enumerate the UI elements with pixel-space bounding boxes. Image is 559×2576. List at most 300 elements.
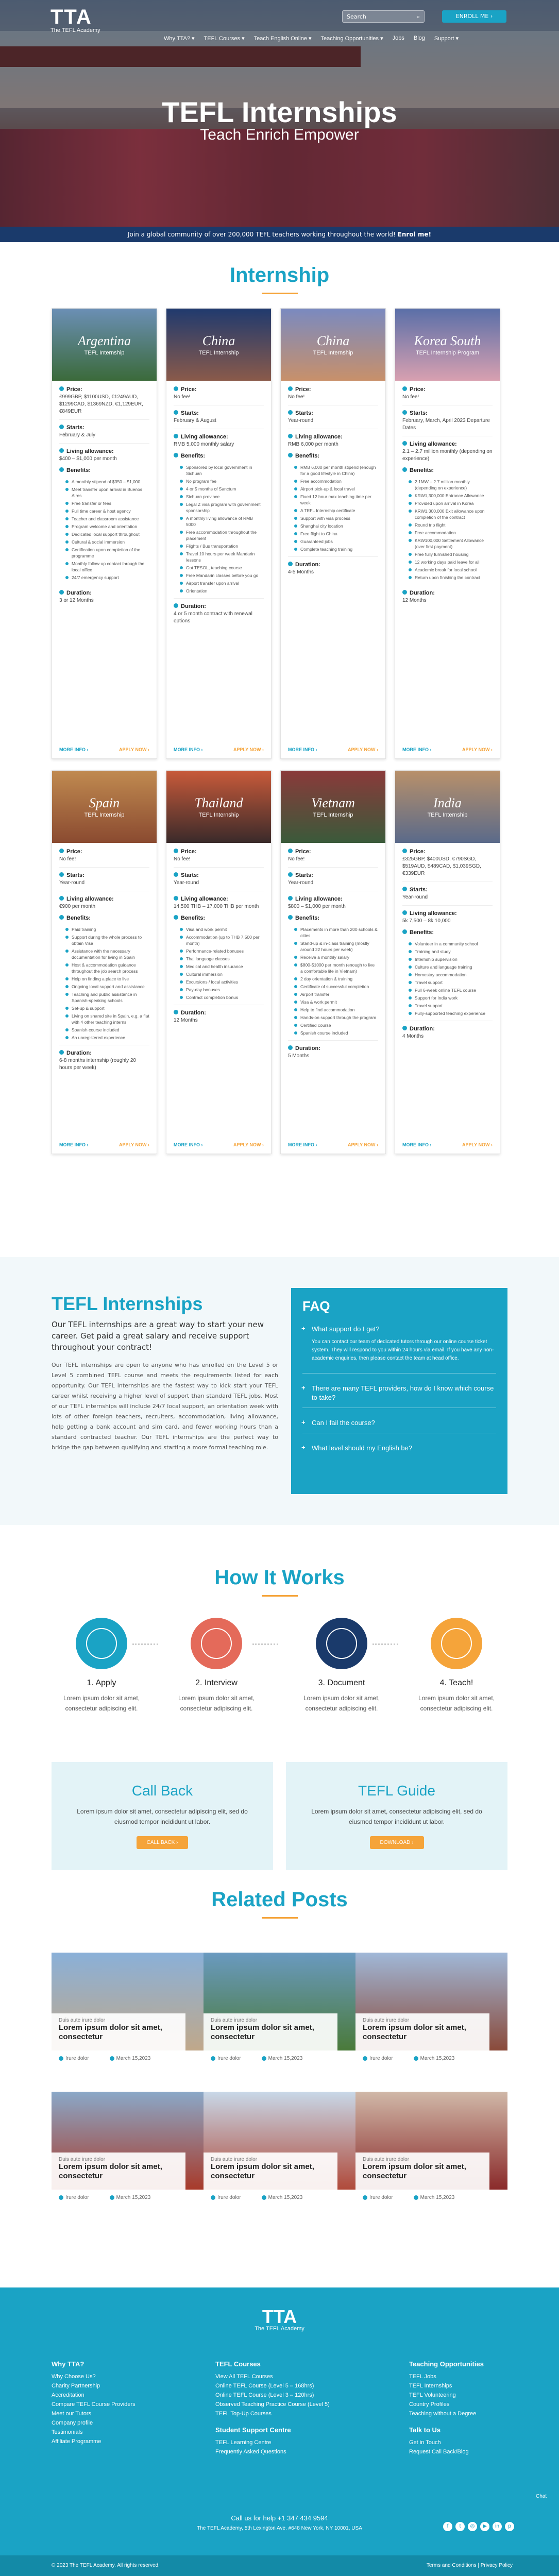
more-info-link[interactable]: MORE INFO › [288,747,317,752]
post-title[interactable]: Lorem ipsum dolor sit amet, consectetur [211,2162,314,2180]
allowance-icon [59,896,64,901]
benefits: Benefits: [174,452,264,460]
calendar-icon [110,2056,114,2061]
benefit-item: 4 or 5 months of Sanctum [180,486,264,492]
faq-answer: You can contact our team of dedicated tutors through our online course ticket system. They will respond to you within 24 hours via email. If you have any non-academic enquiries, then please contact the team at head office. [312,1339,494,1361]
post-card[interactable] [204,1953,355,2050]
benefit-item: Support with visa process [294,515,378,521]
footer-bottom: © 2023 The TEFL Academy. All rights reserved. Terms and Conditions | Privacy Policy [0,2555,559,2576]
faq-question[interactable]: + What level should my English be? [291,1438,507,1453]
benefit-item: Accommodation (up to THB 7,500 per month) [180,934,264,946]
benefits-icon [59,915,64,920]
card-body [281,381,385,585]
benefit-item: Spanish course included [65,1027,149,1033]
post-author: Irure dolor [65,2056,89,2061]
benefit-item: Round trip flight [409,522,493,528]
benefit-item: Dedicated local support throughout [65,531,149,537]
post-card[interactable] [355,1953,507,2050]
internship-card [280,308,386,759]
post-card[interactable] [52,1953,204,2050]
main-nav [164,35,459,45]
post-meta [363,2195,454,2200]
internship-card [166,308,272,759]
duration: Duration: 12 Months [402,590,435,603]
post-category: Duis aute irure dolor [59,2157,106,2162]
post-category: Duis aute irure dolor [59,2018,106,2023]
internship-card [166,770,272,1154]
price: Price: No fee! [402,386,426,400]
benefit-item: Living on shared site in Spain, e.g. a flat with 4 other teaching interns [65,1013,149,1025]
duration: Duration: 3 or 12 Months [59,590,94,603]
title-underline [262,1595,298,1597]
footer-legal-links[interactable]: Terms and Conditions | Privacy Policy [426,2563,513,2568]
apply-now-link[interactable]: APPLY NOW › [233,747,264,752]
footer-link[interactable]: TEFL Jobs [409,2374,436,2380]
card-image [52,309,157,381]
footer-col [215,2360,330,2456]
duration-icon [59,1050,64,1055]
footer-link[interactable]: Affiliate Programme [52,2438,101,2445]
internship-title: Internship [229,264,330,286]
card-buttons [281,1138,385,1154]
starts-icon [174,410,178,415]
duration: Duration: 4-5 Months [288,562,320,575]
allowance-icon [174,896,178,901]
duration: Duration: 5 Months [288,1045,320,1059]
price-icon [402,386,407,391]
post-date: March 15,2023 [268,2056,303,2061]
card-image [395,309,500,381]
benefits-icon [288,453,293,457]
callback-button[interactable]: CALL BACK › [137,1836,189,1849]
post-title[interactable]: Lorem ipsum dolor sit amet, consectetur [363,2162,466,2180]
benefit-item: Free flight to China [294,531,378,537]
post-caption [52,2153,185,2190]
starts-icon [402,410,407,415]
social-links [443,2522,514,2531]
footer-link[interactable]: Charity Partnership [52,2383,100,2389]
apply-now-link[interactable]: APPLY NOW › [347,1142,378,1147]
tefl-lead: Our TEFL internships are a great way to start your new career. Get paid a great salary and receive support throughout your contract! [52,1320,264,1352]
benefits: Benefits: [288,914,378,922]
benefits: Benefits: [288,452,378,460]
footer [0,2287,559,2576]
linkedin-icon[interactable]: in [493,2522,502,2531]
benefit-item: Volunteer in a community school [409,941,493,947]
user-icon [211,2056,215,2061]
card-body [395,843,500,1049]
benefit-item: Free accommodation [294,478,378,484]
allowance-icon [288,896,293,901]
facebook-icon[interactable]: f [443,2522,452,2531]
allowance-icon [174,434,178,438]
benefit-item: Free accommodation throughout the placement [180,529,264,541]
post-title[interactable]: Lorem ipsum dolor sit amet, consectetur [59,2162,162,2180]
benefit-item: KRW1,300,000 Exit allowance upon completion of the contract [409,508,493,520]
price-icon [288,386,293,391]
benefit-item: Culture and language training [409,964,493,970]
starts-icon [59,425,64,429]
benefit-item: A monthly stipend of $350 – $1,000 [65,479,149,485]
footer-link[interactable]: Frequently Asked Questions [215,2449,286,2455]
card-image [281,309,385,381]
apply-now-link[interactable]: APPLY NOW › [118,747,149,752]
more-info-link[interactable]: MORE INFO › [59,747,89,752]
card-country: China [316,333,350,348]
card-body [166,381,271,634]
more-info-link[interactable]: MORE INFO › [59,1142,89,1147]
download-button[interactable]: DOWNLOAD › [370,1836,424,1849]
footer-link[interactable]: Online TEFL Course (Level 3 – 120hrs) [215,2392,314,2398]
apply-now-link[interactable]: APPLY NOW › [118,1142,149,1147]
benefits: Benefits: [402,929,493,937]
price-icon [402,849,407,853]
benefit-item: An unregistered experience [65,1035,149,1041]
post-author: Irure dolor [65,2195,89,2200]
apply-now-link[interactable]: APPLY NOW › [462,1142,493,1147]
benefit-item: Provided upon arrival in Korea [409,500,493,506]
footer-link[interactable]: Accreditation [52,2392,84,2398]
benefit-item: Certification upon completion of the programme [65,547,149,559]
logo[interactable]: TTA The TEFL Academy [50,6,100,33]
benefit-item: KRW100,000 Settlement Allowance (over first payment) [409,537,493,550]
card-image [166,771,271,843]
card-buttons [52,743,157,758]
internship-card [395,770,500,1154]
benefit-item: Flights / Bus transportation [180,543,264,549]
footer-link[interactable]: TEFL Top-Up Courses [215,2411,272,2417]
price-icon [59,849,64,853]
footer-col [52,2360,135,2446]
benefit-item: Cultural immersion [180,971,264,977]
post-meta [59,2195,150,2200]
benefit-item: Support for India work [409,995,493,1001]
duration-icon [288,1045,293,1050]
post-card[interactable] [52,2092,204,2190]
card-buttons [395,1138,500,1154]
benefit-item: Teacher and classroom assistance [65,516,149,522]
footer-heading: TEFL Courses [215,2360,261,2368]
price: Price: No fee! [174,386,197,400]
footer-link[interactable]: Testimonials [52,2429,83,2435]
card-buttons [281,743,385,758]
post-meta [363,2056,454,2061]
footer-link[interactable]: TEFL Learning Centre [215,2439,272,2446]
footer-logo[interactable]: TTA The TEFL Academy [255,2306,304,2332]
user-icon [363,2195,367,2200]
starts: Starts: Year-round [288,872,314,886]
benefit-item: Free fully furnished housing [409,551,493,557]
price-icon [59,386,64,391]
starts: Starts: February, March, April 2023 Departure Dates [402,410,490,431]
benefits: Benefits: [402,467,493,474]
post-date: March 15,2023 [420,2195,455,2200]
starts-icon [288,872,293,877]
enrol-link[interactable]: Enrol me! [397,231,431,238]
duration: Duration: 6-8 months internship (roughly 20 hours per week) [59,1050,136,1071]
user-icon [59,2195,63,2200]
nav-item[interactable]: Blog [413,35,425,41]
post-title[interactable]: Lorem ipsum dolor sit amet, consectetur [211,2023,314,2041]
instagram-icon[interactable]: ◎ [468,2522,477,2531]
benefit-item: Paid training [65,926,149,933]
duration: Duration: 12 Months [174,1010,206,1023]
guide-box: TEFL Guide Lorem ipsum dolor sit amet, consectetur adipiscing elit, sed do eiusmod tempor incididunt ut labor. DOWNLOAD › [286,1762,507,1870]
post-date: March 15,2023 [116,2195,151,2200]
benefit-item: Legal Z visa program with government sponsorship [180,501,264,514]
post-category: Duis aute irure dolor [211,2157,258,2162]
benefit-item: Shanghai city location [294,523,378,529]
faq-question[interactable]: + What support do I get? [291,1319,507,1334]
post-title[interactable]: Lorem ipsum dolor sit amet, consectetur [363,2023,466,2041]
card-country: China [202,333,235,348]
nav-item[interactable]: Teach English Online ▾ [253,36,312,42]
benefit-item: Sponsored by local government in Sichuan [180,464,264,477]
faq-question[interactable]: + There are many TEFL providers, how do I know which course to take? [291,1379,507,1402]
price-icon [174,849,178,853]
nav-item[interactable]: Support ▾ [434,36,459,42]
benefit-item: Host & accommodation guidance throughout the job search process [65,962,149,974]
post-caption [204,2013,337,2050]
duration: Duration: 4 Months [402,1026,435,1039]
benefits-icon [174,915,178,920]
benefit-item: Teaching and public assistance in Spanish-speaking schools [65,991,149,1004]
benefit-item: Internship supervision [409,956,493,962]
price: Price: No fee! [174,849,197,862]
calendar-icon [262,2195,266,2200]
callback-box: Call Back Lorem ipsum dolor sit amet, consectetur adipiscing elit, sed do eiusmod tempor incididunt ut labor. CALL BACK › [52,1762,273,1870]
benefit-item: Receive a monthly salary [294,954,378,960]
footer-link[interactable]: Online TEFL Course (Level 5 – 168hrs) [215,2383,314,2389]
card-country: Spain [89,795,120,810]
posts-title: Related Posts [211,1888,348,1911]
apply-now-link[interactable]: APPLY NOW › [347,747,378,752]
card-tagline: TEFL Internship [427,812,468,818]
nav-item[interactable]: Why TTA? ▾ [164,36,195,42]
post-meta [211,2195,302,2200]
starts-icon [174,872,178,877]
search-input[interactable]: Search ⌕ [342,10,425,23]
duration-icon [402,1026,407,1030]
title-underline [262,293,298,294]
benefits-list [294,926,378,1036]
allowance: Living allowance: €900 per month [59,896,114,909]
card-image [395,771,500,843]
benefit-item: Travel support [409,979,493,986]
step: 4. Teach! Lorem ipsum dolor sit amet, consectetur adipiscing elit. [405,1618,508,1714]
benefit-item: Guaranteed jobs [294,538,378,545]
footer-link[interactable]: Meet our Tutors [52,2411,92,2417]
benefit-item: Travel 10 hours per week Mandarin lessons [180,551,264,563]
apply-now-link[interactable]: APPLY NOW › [233,1142,264,1147]
tefl-section [0,1257,559,1525]
benefit-item: Program welcome and orientation [65,523,149,530]
post-card[interactable] [355,2092,507,2190]
chat-button[interactable]: Chat [536,2494,547,2499]
benefit-item: Homestay accommodation [409,972,493,978]
benefits-icon [59,467,64,472]
footer-heading: Talk to Us [409,2426,441,2434]
footer-link[interactable]: Country Profiles [409,2401,450,2408]
starts: Starts: Year-round [174,872,199,886]
card-country: Thailand [194,795,243,810]
footer-col [409,2360,484,2456]
post-meta [211,2056,302,2061]
post-author: Irure dolor [217,2056,241,2061]
duration-icon [59,590,64,595]
post-title[interactable]: Lorem ipsum dolor sit amet, consectetur [59,2023,162,2041]
calendar-icon [110,2195,114,2200]
benefits-list [180,926,264,1001]
footer-link[interactable]: View All TEFL Courses [215,2374,273,2380]
benefit-item: KRW1,300,000 Entrance Allowance [409,493,493,499]
card-buttons [52,1138,157,1154]
benefits-list [294,464,378,552]
apply-now-link[interactable]: APPLY NOW › [462,747,493,752]
faq-question[interactable]: + Can I fail the course? [291,1413,507,1428]
how-title: How It Works [214,1566,345,1589]
starts: Starts: February & August [174,410,216,423]
benefit-item: A TEFL Internship certificate [294,507,378,514]
hero-title: TEFL Internships [162,96,397,128]
card-country: India [433,795,462,810]
benefit-item: Got TESOL, teaching course [180,565,264,571]
more-info-link[interactable]: MORE INFO › [288,1142,317,1147]
card-image [52,771,157,843]
benefit-item: Fixed 12 hour max teaching time per week [294,494,378,506]
card-tagline: TEFL Internship [198,350,239,356]
post-author: Irure dolor [369,2056,393,2061]
footer-heading: Teaching Opportunities [409,2360,484,2368]
benefit-item: Hands-on support through the program [294,1014,378,1021]
benefit-item: Pay-day bonuses [180,987,264,993]
starts-icon [288,410,293,415]
benefit-item: Help on finding a place to live [65,976,149,982]
benefit-item: Performance-related bonuses [180,948,264,954]
search-icon: ⌕ [416,13,420,20]
step: 3. Document Lorem ipsum dolor sit amet, consectetur adipiscing elit. [290,1618,393,1714]
footer-link[interactable]: Why Choose Us? [52,2374,96,2380]
pinterest-icon[interactable]: p [505,2522,514,2531]
footer-link[interactable]: Get in Touch [409,2439,441,2446]
internship-card [52,770,157,1154]
benefit-item: Airport pick-up & local travel [294,486,378,492]
allowance: Living allowance: $400 – $1,000 per month [59,448,117,462]
benefit-item: $800-$1000 per month (enough to live a comfortable life in Vietnam) [294,962,378,974]
benefit-item: Meet transfer upon arrival in Buenos Aires [65,486,149,499]
post-caption [355,2013,489,2050]
footer-link[interactable]: Request Call Back/Blog [409,2449,469,2455]
footer-address: The TEFL Academy, 5th Lexington Ave. #648 New York, NY 10001, USA [197,2526,362,2531]
benefit-item: Free transfer or fees [65,500,149,506]
card-tagline: TEFL Internship [313,812,353,818]
more-info-link[interactable]: MORE INFO › [402,747,432,752]
allowance-icon [59,448,64,453]
allowance: Living allowance: 5k 7,500 – 8k 10,000 [402,910,457,924]
user-icon [59,2056,63,2061]
nav-item[interactable]: TEFL Courses ▾ [204,36,245,42]
more-info-link[interactable]: MORE INFO › [174,747,203,752]
enroll-button[interactable]: ENROLL ME › [442,10,506,23]
tefl-paragraph: Our TEFL internships are open to anyone who has enrolled on the Level 5 or Level 5 combined TEFL course and meets the requirements listed for each opportunity. Our TEFL internships are the fastest way to kick start your TEFL career whilst receiving a higher level of support than standard TEFL jobs. Most of our TEFL internships will include 24/7 local support, an orientation week with lots of other foreign teachers, recruiters, accommodation, living allowance, help getting a bank account and sim card, and fewer working hours than a standard contracted teacher. Our TEFL internships are the perfect way to bridge the gap between qualifying and starting a more formal teaching role. [52,1362,278,1451]
footer-cta[interactable]: Call us for help +1 347 434 9594 [231,2514,328,2522]
internship-card [52,308,157,759]
benefit-item: Free Mandarin classes before you go [180,572,264,579]
benefit-item: 24/7 emergency support [65,574,149,581]
card-country: Argentina [77,333,131,348]
duration-icon [174,603,178,608]
starts-icon [402,887,407,891]
card-body [395,381,500,614]
card-body [52,843,157,1081]
step: 1. Apply Lorem ipsum dolor sit amet, consectetur adipiscing elit. [50,1618,153,1714]
benefit-item: Airport transfer upon arrival [180,580,264,586]
footer-link[interactable]: TEFL Volunteering [409,2392,456,2398]
benefit-item: Placements in more than 200 schools & cities [294,926,378,939]
card-tagline: TEFL Internship [84,812,125,818]
more-info-link[interactable]: MORE INFO › [174,1142,203,1147]
price: Price: No fee! [288,386,311,400]
nav-item[interactable]: Jobs [392,35,404,41]
benefit-item: 2.1MW – 2.7 million monthly (depending on experience) [409,479,493,491]
benefit-item: Complete teaching training [294,546,378,552]
benefit-item: Medical and health insurance [180,963,264,970]
step: 2. Interview Lorem ipsum dolor sit amet, consectetur adipiscing elit. [165,1618,268,1714]
benefit-item: Excursions / local activities [180,979,264,985]
card-country: Vietnam [311,795,355,810]
starts: Starts: Year-round [288,410,314,423]
price-icon [288,849,293,853]
allowance-icon [402,441,407,446]
faq-panel [291,1288,507,1494]
clipboard-icon [76,1618,127,1669]
benefits: Benefits: [59,914,149,922]
footer-link[interactable]: Compare TEFL Course Providers [52,2401,135,2408]
twitter-icon[interactable]: t [455,2522,465,2531]
footer-link[interactable]: Observed Teaching Practice Course (Level 5) [215,2401,330,2408]
benefit-item: Full 6-week online TEFL course [409,987,493,993]
benefit-item: Visa and work permit [180,926,264,933]
card-tagline: TEFL Internship [313,350,353,356]
hero-subtitle: Teach Enrich Empower [200,126,359,143]
title-underline [262,1917,298,1919]
benefit-item: Training and study [409,948,493,955]
nav-item[interactable]: Teaching Opportunities ▾ [320,36,383,42]
price: Price: £999GBP, $1100USD, €1249AUD, $1299CAD, $1369NZD, €1,129EUR, €849EUR [59,386,143,414]
benefits-list [180,464,264,594]
benefit-item: Set-up & support [65,1005,149,1011]
calendar-icon [414,2056,418,2061]
more-info-link[interactable]: MORE INFO › [402,1142,432,1147]
benefits-list [65,926,149,1041]
benefit-item: Visa & work permit [294,999,378,1005]
benefit-item: Cultural & social immersion [65,539,149,545]
footer-link[interactable]: Company profile [52,2420,93,2426]
footer-link[interactable]: TEFL Internships [409,2383,452,2389]
calendar-icon [262,2056,266,2061]
post-caption [52,2013,185,2050]
price: Price: No fee! [288,849,311,862]
post-date: March 15,2023 [268,2195,303,2200]
youtube-icon[interactable]: ▶ [480,2522,489,2531]
user-icon [363,2056,367,2061]
post-card[interactable] [204,2092,355,2190]
benefit-item: Spanish course included [294,1030,378,1036]
post-meta [59,2056,150,2061]
benefit-item: Ongoing local support and assistance [65,984,149,990]
benefit-item: A monthly living allowance of RMB 5000 [180,515,264,528]
footer-link[interactable]: Teaching without a Degree [409,2411,477,2417]
